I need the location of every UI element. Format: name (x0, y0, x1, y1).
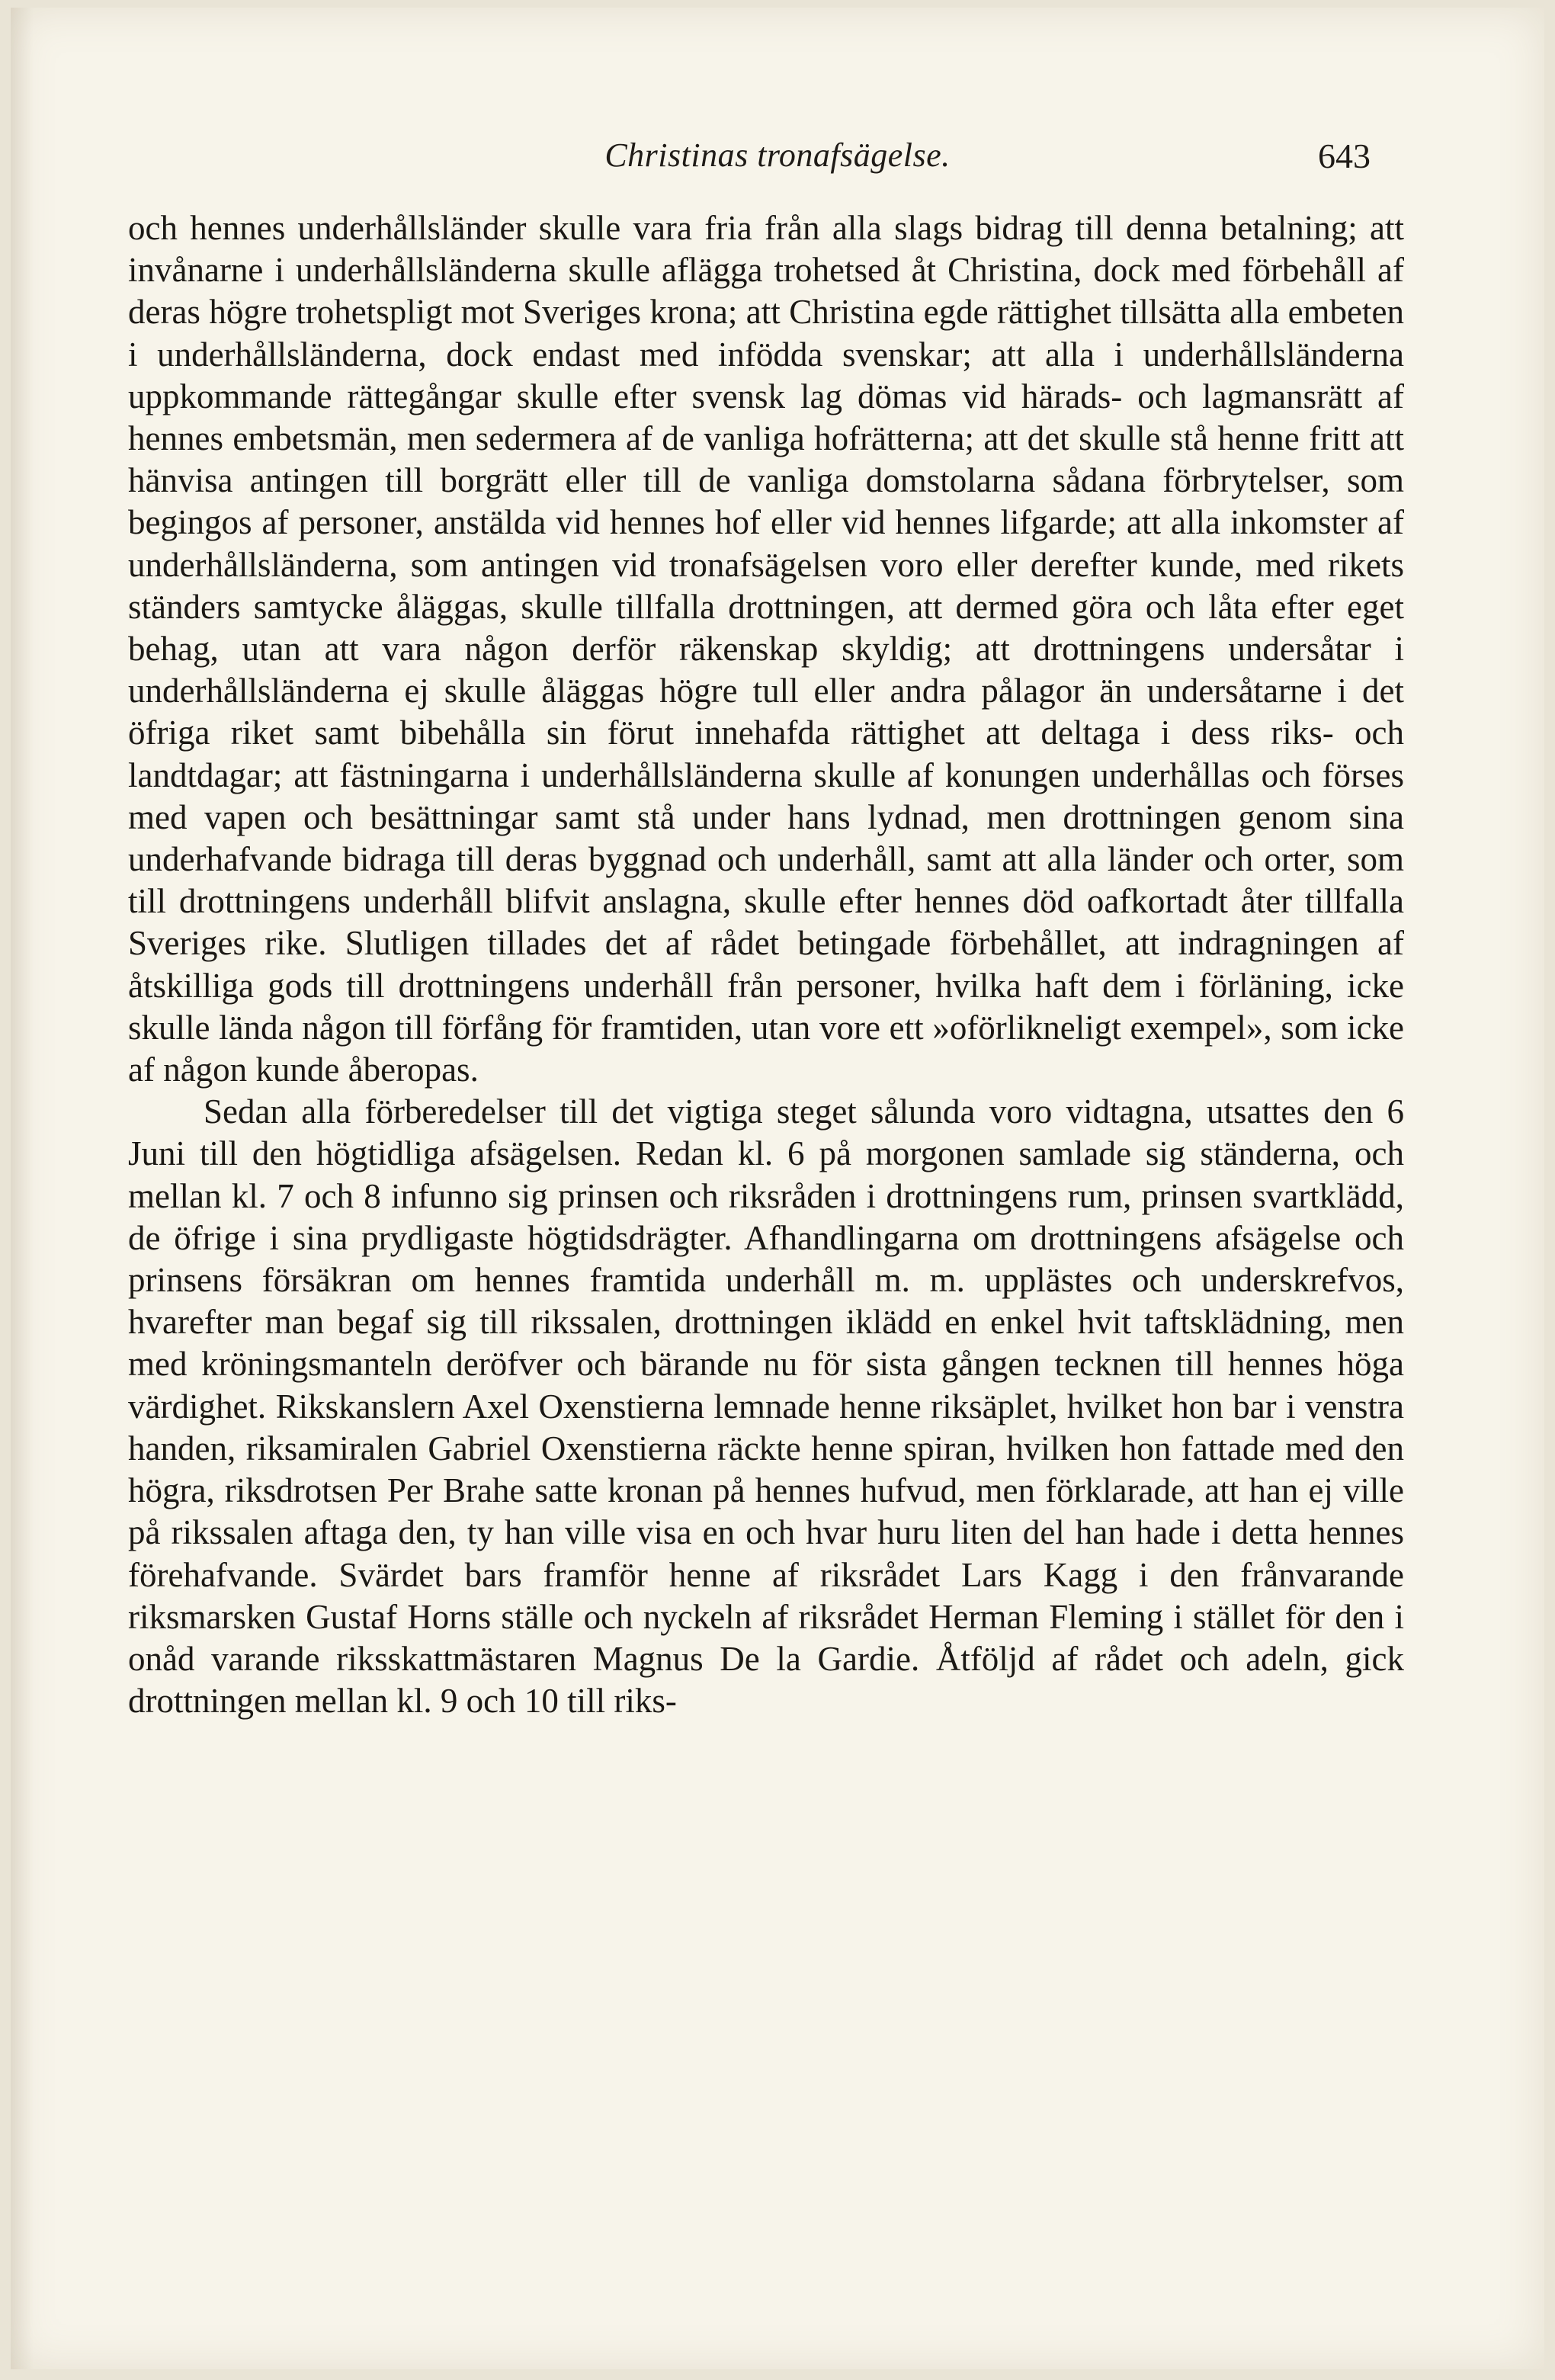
book-page (11, 8, 1544, 2369)
running-head (11, 136, 1544, 181)
body-text (128, 207, 1404, 1722)
page-number: 643 (1318, 136, 1371, 175)
paragraph: Sedan alla förberedelser till det vigtiga steget sålunda voro vidtagna, utsattes den 6 Juni till den högtidliga afsägelsen. Redan kl. 6 på morgonen samlade sig ständerna, och mellan kl. 7 och 8 infunno sig prinsen och riksråden i drottningens rum, prinsen svartklädd, de öfrige i sina prydligaste högtidsdrägter. Afhandlingarna om drottningens afsägelse och prinsens försäkran om hennes framtida underhåll m. m. upplästes och underskrefvos, hvarefter man begaf sig till rikssalen, drottningen iklädd en enkel hvit taftsklädning, men med kröningsmanteln deröfver och bärande nu för sista gången tecknen till hennes höga värdighet. Rikskanslern Axel Oxenstierna lemnade henne riksäplet, hvilket hon bar i venstra handen, riksamiralen Gabriel Oxenstierna räckte henne spiran, hvilken hon fattade med den högra, riksdrotsen Per Brahe satte kronan på hennes hufvud, men förklarade, att han ej ville på rikssalen aftaga den, ty han ville visa en och hvar huru liten del han hade i detta hennes förehafvande. Svärdet bars framför henne af riksrådet Lars Kagg i den frånvarande riksmarsken Gustaf Horns ställe och nyckeln af riksrådet Herman Fleming i stället för den i onåd varande riksskattmästaren Magnus De la Gardie. Åtföljd af rådet och adeln, gick drottningen mellan kl. 9 och 10 till riks- (128, 1092, 1404, 1721)
running-title: Christinas tronafsägelse. (604, 136, 951, 174)
page-fold-shadow (11, 8, 34, 2369)
paragraph: och hennes underhållsländer skulle vara fria från alla slags bidrag till denna betalning; att invånarne i underhållsländerna skulle aflägga trohetsed åt Christina, dock med förbehåll af deras högre trohetspligt mot Sveriges krona; att Christina egde rättighet tillsätta alla embeten i underhållsländerna, dock endast med infödda svenskar; att alla i underhållsländerna uppkommande rättegångar skulle efter svensk lag dömas vid härads- och lagmansrätt af hennes embetsmän, men sedermera af de vanliga hofrätterna; att det skulle stå henne fritt att hänvisa antingen till borgrätt eller till de vanliga domstolarna sådana förbrytelser, som begingos af personer, anstälda vid hennes hof eller vid hennes lifgarde; att alla inkomster af underhållsländerna, som antingen vid tronafsägelsen voro eller derefter kunde, med rikets ständers samtycke åläggas, skulle tillfalla drottningen, att dermed göra och låta efter eget behag, utan att vara någon derför räkenskap skyldig; att drottningens undersåtar i underhållsländerna ej skulle åläggas högre tull eller andra pålagor än undersåtarne i det öfriga riket samt bibehålla sin förut innehafda rättighet att deltaga i dess riks- och landtdagar; att fästningarna i underhållsländerna skulle af konungen underhållas och förses med vapen och besättningar samt stå under hans lydnad, men drottningen genom sina underhafvande bidraga till deras byggnad och underhåll, samt att alla länder och orter, som till drottningens underhåll blifvit anslagna, skulle efter hennes död oafkortadt åter tillfalla Sveriges rike. Slutligen tillades det af rådet betingade förbehållet, att indragningen af åtskilliga gods till drottningens underhåll från personer, hvilka haft dem i förläning, icke skulle lända någon till förfång för framtiden, utan vore ett »oförlikneligt exempel», som icke af någon kunde åberopas. (128, 209, 1404, 1089)
